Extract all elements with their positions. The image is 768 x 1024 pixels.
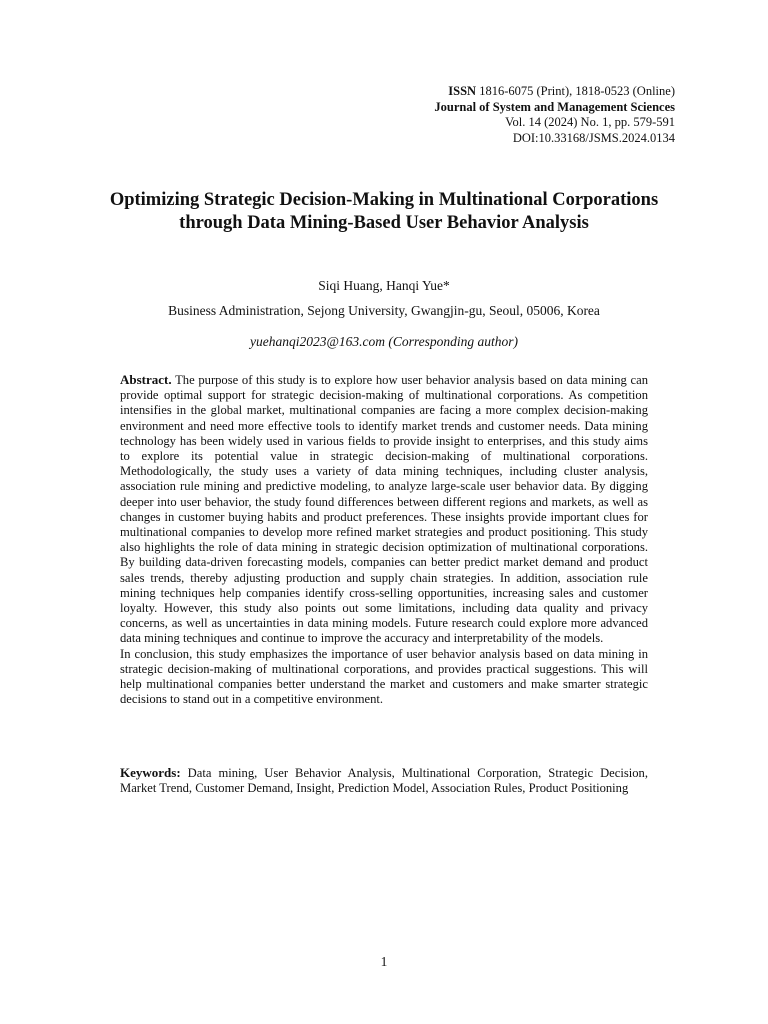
issn-value: 1816-6075 (Print), 1818-0523 (Online) [476, 84, 675, 98]
keywords [120, 765, 648, 796]
page-number: 1 [380, 954, 388, 969]
authors: Siqi Huang, Hanqi Yue* [318, 278, 450, 293]
abstract-paragraph-2: In conclusion, this study emphasizes the importance of user behavior analysis based on data mining in strategic decision-making of multinational corporations, and provides practical suggestions. This will help multinational companies better understand the market and customers and make smarter strategic decisions to stand out in a competitive environment. [120, 646, 648, 707]
doi: DOI:10.33168/JSMS.2024.0134 [512, 130, 675, 145]
keywords-text: Data mining, User Behavior Analysis, Multinational Corporation, Strategic Decision, Market Trend, Customer Demand, Insight, Prediction Model, Association Rules, Product Positioning [120, 766, 648, 796]
abstract-text-1: The purpose of this study is to explore how user behavior analysis based on data mining can provide optimal support for strategic decision-making of multinational corporations. As competition intensifies in the global market, multinational companies are facing a more complex decision-making environment and need more effective tools to identify market trends and customer needs. Data mining technology has been widely used in various fields to provide insight to enterprises, and this study aims to explore its potential value in strategic decision-making of multinational corporations. Methodologically, the study uses a variety of data mining techniques, including cluster analysis, association rule mining and predictive modeling, to analyze large-scale user behavior data. By digging deeper into user behavior, the study found differences between different regions and markets, as well as changes in customer buying habits and product preferences. These insights provide important clues for multinational companies to develop more refined market strategies and product positioning. This study also highlights the role of data mining in strategic decision optimization of multinational corporations. By building data-driven forecasting models, companies can better predict market demand and product sales trends, thereby adjusting production and supply chain strategies. In addition, association rule mining techniques help companies identify cross-selling opportunities, increasing sales and customer loyalty. However, this study also points out some limitations, including data quality and privacy concerns, as well as uncertainties in data mining models. Future research could explore more advanced data mining techniques and continue to improve the accuracy and interpretability of the models. [120, 373, 648, 646]
paper-title: Optimizing Strategic Decision-Making in Multinational Corporations through Data Mining-Based User Behavior Analysis [109, 190, 659, 233]
issn-label: ISSN [448, 84, 477, 98]
volume-info: Vol. 14 (2024) No. 1, pp. 579-591 [505, 115, 675, 129]
journal-name: Journal of System and Management Sciences [434, 99, 675, 114]
abstract-paragraph-1 [120, 372, 648, 647]
journal-header [434, 84, 675, 146]
abstract-label: Abstract. [120, 372, 172, 387]
abstract [120, 372, 648, 707]
corresponding-email: yuehanqi2023@163.com (Corresponding author) [249, 334, 519, 349]
keywords-label: Keywords: [120, 765, 181, 780]
affiliation: Business Administration, Sejong University, Gwangjin-gu, Seoul, 05006, Korea [168, 303, 600, 318]
issn-line [434, 84, 675, 100]
